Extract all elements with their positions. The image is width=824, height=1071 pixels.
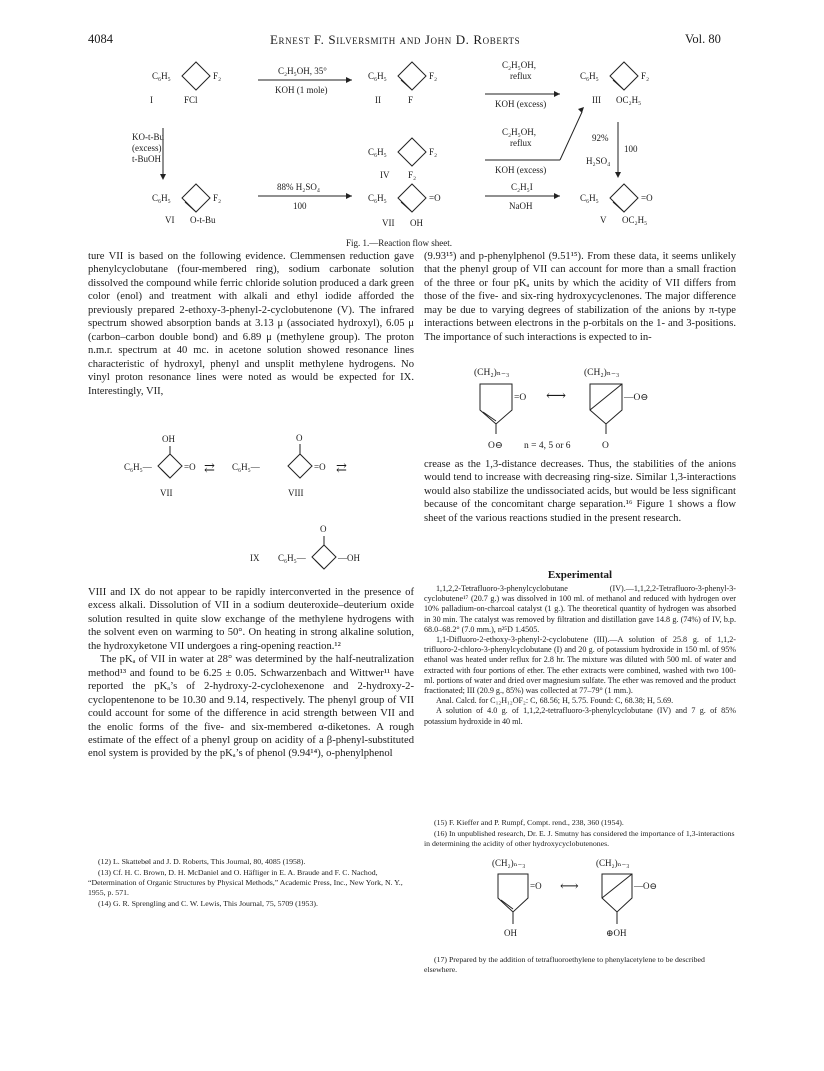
keto-label-V: =O [641, 193, 653, 203]
ch2-label-fn-left: (CH₂)ₙ₋₃ [492, 858, 526, 868]
arrow4-reagent-2: (excess) [132, 143, 162, 153]
ring-IV [398, 138, 426, 166]
footnote-13: (13) Cf. H. C. Brown, D. H. McDaniel and O. Häfliger in E. A. Braude and F. C. Nachod, “Determination of Organic Structures by Physical Methods,” Academic Press, Inc., New York, N. Y., 1955, p. 571. [88, 868, 403, 897]
resonance-arrow: ⟷ [546, 389, 567, 404]
arrow5-reagent-top: 88% H₂SO₄ [277, 182, 321, 192]
equilibrium-arrow-2: ⇄ [336, 460, 347, 475]
arrowhead-II-to-III [554, 91, 560, 97]
double-bond-VII [401, 202, 411, 211]
arrowhead-VII-to-V [554, 193, 560, 199]
o-minus-bottom-resonance: O⊖ [488, 441, 503, 451]
oh-label-fn-left: OH [504, 928, 517, 938]
left-column-top [88, 250, 414, 398]
compound-number-I: I [150, 95, 153, 105]
compound-number-IX: IX [250, 553, 260, 563]
f2-label-II: F₂ [429, 71, 438, 81]
sub-label-I: FCl [184, 95, 198, 105]
resonance-svg [460, 362, 710, 458]
phenyl-label-V: C₆H₅ [580, 193, 599, 203]
compound-number-V: V [600, 215, 607, 225]
footnote-17-block [424, 955, 736, 976]
o-label-IX: O [320, 524, 327, 534]
arrow3-reagent-bottom: KOH (excess) [495, 165, 547, 175]
right-column-top [424, 250, 736, 344]
double-bond-VII-taut [161, 469, 169, 477]
sub-label-II: F [408, 95, 414, 105]
arrow2-reagent-top-1: C₂H₅OH, [502, 60, 537, 70]
right-column-mid [424, 458, 736, 525]
compound-number-VII: VII [382, 218, 395, 228]
o-label-VIII: O [296, 433, 303, 443]
arrow4-reagent-3: t-BuOH [132, 154, 161, 164]
sub-label-IV: F₂ [408, 170, 417, 180]
arrow6-reagent-bottom: NaOH [509, 201, 533, 211]
ring-fn-left [498, 874, 528, 912]
phenyl-label-VII: C₆H₅ [368, 193, 387, 203]
resonance-structures [460, 362, 710, 458]
footnote-structures-svg [490, 856, 720, 948]
footnote-structures [490, 856, 720, 948]
cross-bond-resonance [590, 384, 622, 410]
experimental-solution: A solution of 4.0 g. of 1,1,2,2-tetrafluoro-3-phenylcyclobutane (IV) and 7 g. of 85% potassium hydroxide in 40 ml. [424, 706, 736, 726]
tautomer-svg [100, 432, 420, 582]
double-bond-resonance-left [483, 412, 496, 421]
o-bottom-resonance-right: O [602, 441, 609, 451]
footnotes-left [88, 857, 414, 910]
f2-label-III: F₂ [641, 71, 650, 81]
n-values-label: n = 4, 5 or 6 [524, 441, 571, 451]
arrow1-reagent-bottom: KOH (1 mole) [275, 85, 328, 95]
footnote-14: (14) G. R. Sprengling and C. W. Lewis, This Journal, 75, 5709 (1953). [98, 899, 318, 908]
arrowhead-I-to-II [346, 77, 352, 83]
ring-II [398, 62, 426, 90]
sub-label-VII: OH [410, 218, 423, 228]
ring-III [610, 62, 638, 90]
paragraph-interconversion: VIII and IX do not appear to be rapidly interconverted in the presence of excess alkali. Dissolution of VII in a sodium deuteroxide–deuterium oxide solution resulted in quite slow exchange of the methylene hydrogens with the solvent even on warming to 50°. On heating in strong alkaline solution, the hydroxyketone VII undergoes a ring-opening reaction.¹² [88, 587, 414, 652]
figure-caption: Fig. 1.—Reaction flow sheet. [346, 238, 452, 248]
ring-fn-right [602, 874, 632, 912]
arrow6-reagent-top: C₂H₅I [511, 182, 533, 192]
arrow5-reagent-bottom: 100 [293, 201, 307, 211]
ring-VI [182, 184, 210, 212]
arrowhead-III-to-V [615, 172, 621, 178]
arrowhead-VI-to-VII [346, 193, 352, 199]
double-bond-II [401, 80, 411, 89]
resonance-arrow-fn: ⟷ [560, 878, 579, 893]
sub-label-V: OC₂H₅ [622, 215, 648, 225]
footnote-16: (16) In unpublished research, Dr. E. J. Smutny has considered the importance of 1,3-interactions in determining the acidity of other hydroxycyclobutenones. [424, 829, 735, 848]
cross-bond-fn [602, 874, 632, 898]
phenyl-label-IV: C₆H₅ [368, 147, 387, 157]
experimental-iii: 1,1-Difluoro-2-ethoxy-3-phenyl-2-cyclobutene (III).—A solution of 25.8 g. of 1,1,2-trifluoro-2-chloro-3-phenylcyclobutane (I) and 20 g. of potassium hydroxide in 150 ml. of 95% ethanol was heated under reflux for 2.8 hr. The mixture was diluted with 500 ml. of water and extracted with four portions of ether. The ether extracts were combined, washed with two 100-ml. portions of water and dried over magnesium sulfate. The ether was removed and the product fractionated; III (20.9 g., 85%) was collected at 77–79° (1 mm.). [424, 635, 736, 696]
double-bond-III [613, 80, 623, 89]
compound-number-IV: IV [380, 170, 390, 180]
reaction-flow-sheet [130, 50, 730, 240]
paragraph-phenyl-effect: (9.93¹⁵) and p-phenylphenol (9.51¹⁵). From these data, it seems unlikely that the phenyl group of VII can account for more than a small fraction of the three or four pKₐ units by which the acidity of VII differs from those of the five- and six-ring hydroxycyclenones. The major difference may be due to varying degrees of stabilization of the anions by π-type interactions between electrons in the p-orbitals on the 1- and 3-positions. The importance of such interactions is expected to in- [424, 251, 736, 343]
phenyl-label-VI: C₆H₅ [152, 193, 171, 203]
double-bond-fn-left [501, 900, 513, 909]
compound-number-VIII: VIII [288, 488, 304, 498]
ch2-label-fn-right: (CH₂)ₙ₋₃ [596, 858, 630, 868]
left-column-bottom [88, 586, 414, 761]
phenyl-label-I: C₆H₅ [152, 71, 171, 81]
arrow3-reagent-top-1: C₂H₅OH, [502, 127, 537, 137]
keto-label-resonance: =O [514, 393, 527, 403]
running-head-authors: Ernest F. Silversmith and John D. Roberts [270, 32, 521, 47]
oh-label-VII: OH [162, 434, 175, 444]
arrow7-reagent-1: 92% [592, 133, 609, 143]
phenyl-label-III: C₆H₅ [580, 71, 599, 81]
footnotes-right [424, 818, 736, 850]
arrowhead-IV-to-III [578, 107, 584, 113]
phenyl-label-VIII: C₆H₅— [232, 462, 260, 472]
arrow2-reagent-top-2: reflux [510, 71, 532, 81]
f2-label-VI: F₂ [213, 193, 222, 203]
oh-plus-label-fn-right: ⊕OH [606, 928, 627, 938]
arrow2-reagent-bottom: KOH (excess) [495, 99, 547, 109]
o-minus-label-resonance: —O⊖ [624, 393, 649, 403]
double-bond-VI [185, 202, 195, 211]
keto-label-VII-taut: =O [184, 462, 196, 472]
tautomer-structures [100, 432, 420, 582]
ring-VII [398, 184, 426, 212]
arrow-IV-to-III-diagonal [560, 112, 582, 160]
compound-number-VI: VI [165, 215, 175, 225]
arrow4-reagent-1: KO-t-Bu [132, 132, 164, 142]
experimental-heading: Experimental [547, 569, 613, 581]
equilibrium-arrow-1: ⇄ [204, 460, 215, 475]
arrow7-reagent-3: 100 [624, 144, 638, 154]
double-bond-V [613, 202, 623, 211]
paragraph-structure-evidence: ture VII is based on the following evidence. Clemmensen reduction gave phenylcyclobutane (four-membered ring), sodium carbonate solution dissolved the compound while ferric chloride solution produced a dark green color (enol) and treatment with alkali and ethyl iodide afforded the previously prepared 2-ethoxy-3-phenyl-2-cyclobutenone (V). The infrared spectrum showed absorption bands at 3.13 μ (associated hydroxyl), 6.05 μ (carbon–carbon double bond) and 6.89 μ (methylene group). The proton n.m.r. spectrum at 40 mc. in acetone solution showed resonance lines characteristic of hydroxyl, phenyl and unsplit methylene hydrogens. No vinyl proton resonance lines were noted as would be expected for IX. Interestingly, VII, [88, 251, 414, 397]
experimental-analysis: Anal. Calcd. for C₁₂H₁₂OF₂: C, 68.56; H, 5.75. Found: C, 68.38; H, 5.69. [436, 696, 674, 706]
reaction-scheme-svg [130, 50, 730, 240]
ring-IX [312, 545, 336, 569]
footnote-15: (15) F. Kieffer and P. Rumpf, Compt. rend., 238, 360 (1954). [434, 818, 624, 827]
ring-VIII [288, 454, 312, 478]
keto-label-VII: =O [429, 193, 441, 203]
phenyl-label-II: C₆H₅ [368, 71, 387, 81]
ring-resonance-right [590, 384, 622, 424]
f2-label-IV: F₂ [429, 147, 438, 157]
keto-label-VIII: =O [314, 462, 326, 472]
footnote-17: (17) Prepared by the addition of tetrafluoroethylene to phenylacetylene to be described elsewhere. [424, 955, 705, 974]
o-minus-label-fn: —O⊖ [634, 881, 658, 891]
ch2-label-resonance-left: (CH₂)ₙ₋₃ [474, 368, 510, 378]
arrowhead-I-to-VI [160, 174, 166, 180]
experimental-iv: 1,1,2,2-Tetrafluoro-3-phenylcyclobutane (IV).—1,1,2,2-Tetrafluoro-3-phenyl-3-cyclobutene¹⁷ (20.7 g.) was dissolved in 100 ml. of methanol and reduced with hydrogen over 10% palladium-on-charcoal catalyst (1 g.). The theoretical quantity of hydrogen was absorbed in 30 min. The catalyst was removed by filtration and distillation gave 14.8 g. (74%) of IV, b.p. 68.0–68.2° (7.0 mm.), n²⁵D 1.4505. [424, 584, 736, 634]
arrow1-reagent-top: C₂H₅OH, 35° [278, 66, 327, 76]
double-bond-IX [315, 560, 323, 568]
keto-label-fn: =O [530, 881, 542, 891]
paragraph-pka: The pKₐ of VII in water at 28° was determined by the half-neutralization method¹³ and found to be 6.25 ± 0.05. Schwarzenbach and Wittwer¹¹ have reported the pKₐ’s of 2-hydroxy-2-cyclohexenone and 2-hydroxy-2-cyclopentenone to be 10.30 and 9.14, respectively. The phenyl group of VII could account for some of the difference in acid strength between VII and the enolic forms of the five- and six-membered α-diketones. A rough estimate of the effect of a phenyl group on acidity of a β-phenyl-substituted enol system is provided by the pKₐ’s of phenol (9.94¹⁴), o-phenylphenol [88, 654, 414, 760]
compound-number-III: III [592, 95, 601, 105]
ring-VII-taut [158, 454, 182, 478]
ring-V [610, 184, 638, 212]
f2-label-I: F₂ [213, 71, 222, 81]
experimental-section [424, 584, 736, 727]
sub-label-VI: O-t-Bu [190, 215, 216, 225]
arrow7-reagent-2: H₂SO₄ [586, 156, 611, 166]
ring-resonance-left [480, 384, 512, 424]
compound-number-VII-taut: VII [160, 488, 173, 498]
ch2-label-resonance-right: (CH₂)ₙ₋₃ [584, 368, 620, 378]
oh-label-IX: —OH [338, 553, 360, 563]
arrow3-reagent-top-2: reflux [510, 138, 532, 148]
volume-label: Vol. 80 [685, 32, 721, 46]
footnote-12: (12) L. Skattebøl and J. D. Roberts, This Journal, 80, 4085 (1958). [98, 857, 306, 866]
phenyl-label-IX: C₆H₅— [278, 553, 306, 563]
sub-label-III: OC₂H₅ [616, 95, 642, 105]
paragraph-ring-size: crease as the 1,3-distance decreases. Thus, the stabilities of the anions would tend to increase with decreasing ring-size. Similar 1,3-interactions would also stabilize the undissociated acids, but would be less significant because of the concomitant charge separation.¹⁶ Figure 1 shows a flow sheet of the various reactions studied in the present research. [424, 459, 736, 524]
page-number: 4084 [88, 32, 113, 46]
ring-I [182, 62, 210, 90]
phenyl-label-VII-taut: C₆H₅— [124, 462, 152, 472]
compound-number-II: II [375, 95, 381, 105]
